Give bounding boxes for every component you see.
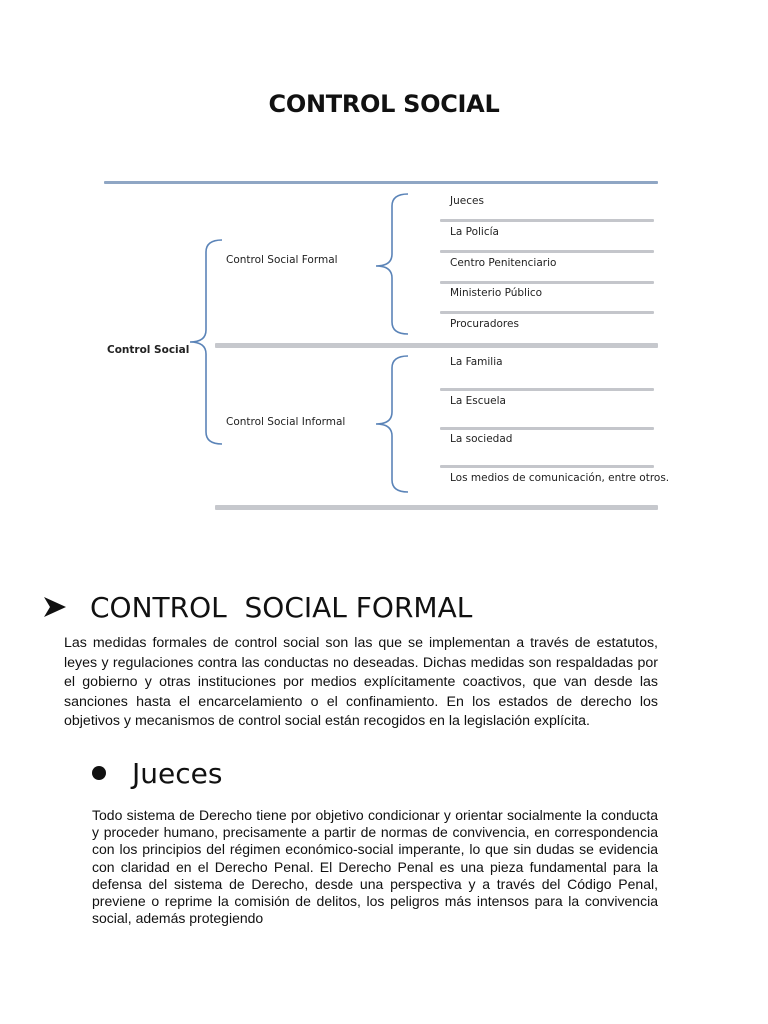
- subsection-heading-text: Jueces: [132, 757, 223, 790]
- formal-item: Procuradores: [450, 318, 519, 330]
- divider: [440, 281, 654, 284]
- divider: [440, 250, 654, 253]
- informal-item: Los medios de comunicación, entre otros.: [450, 472, 670, 484]
- formal-brace: [376, 194, 408, 334]
- informal-label: Control Social Informal: [226, 416, 346, 428]
- divider: [440, 311, 654, 314]
- divider: [440, 427, 654, 430]
- section-heading: [42, 591, 472, 626]
- informal-item: La sociedad: [450, 433, 513, 445]
- root-label: Control Social: [107, 344, 190, 356]
- divider: [440, 388, 654, 391]
- subsection-heading: [92, 757, 222, 790]
- diagram-middle-rule: [215, 343, 658, 348]
- informal-brace: [376, 356, 408, 492]
- page-title: CONTROL SOCIAL: [268, 90, 500, 118]
- informal-item: La Familia: [450, 356, 503, 368]
- arrowhead-bullet-icon: [42, 593, 68, 626]
- formal-item: La Policía: [450, 226, 499, 238]
- diagram-top-rule: [104, 181, 658, 184]
- formal-label: Control Social Formal: [226, 254, 338, 266]
- subsection-paragraph: Todo sistema de Derecho tiene por objetivo condicionar y orientar socialmente la conducta y proceder humano, precisamente a partir de normas de convivencia, en correspondencia con los principios del régimen económico-social imperante, lo que sin dudas se evidencia con claridad en el Derecho Penal. El Derecho Penal es una pieza fundamental para la defensa del sistema de Derecho, desde una perspectiva y a través del Código Penal, previene o reprime la comisión de delitos, los peligros más intensos para la convivencia social, además protegiendo: [92, 807, 658, 927]
- section-paragraph: Las medidas formales de control social son las que se implementan a través de estatutos, leyes y regulaciones contra las conductas no deseadas. Dichas medidas son respaldadas por el gobierno y otras instituciones por medios explícitamente coactivos, que van desde las sanciones hasta el encarcelamiento o el confinamiento. En los estados de derecho los objetivos y mecanismos de control social están recogidos en la legislación explícita.: [64, 635, 658, 730]
- formal-item: Centro Penitenciario: [450, 257, 557, 269]
- divider: [440, 465, 654, 468]
- section-heading-text: CONTROL SOCIAL FORMAL: [90, 591, 473, 624]
- informal-item: La Escuela: [450, 395, 506, 407]
- divider: [440, 219, 654, 222]
- formal-item: Jueces: [450, 195, 484, 207]
- bullet-icon: [92, 766, 106, 780]
- diagram-bottom-rule: [215, 505, 658, 510]
- root-brace: [190, 240, 222, 444]
- formal-item: Ministerio Público: [450, 287, 543, 299]
